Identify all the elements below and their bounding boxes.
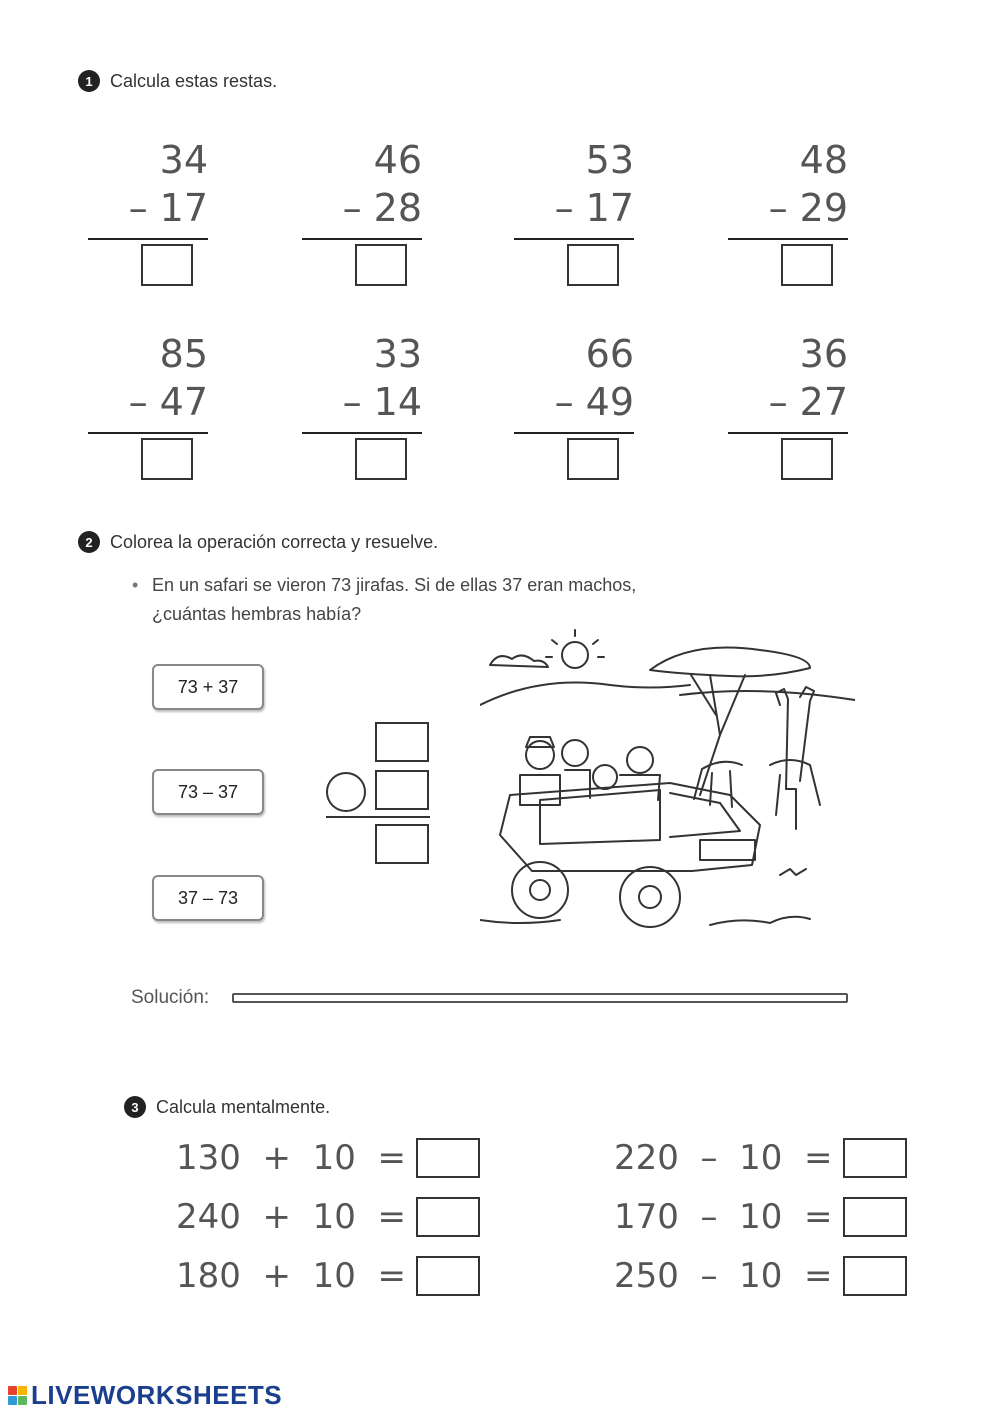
hills bbox=[480, 683, 855, 706]
bullet-icon: • bbox=[132, 575, 139, 595]
minuend: 33 bbox=[373, 332, 422, 376]
subtraction-5 bbox=[88, 330, 208, 426]
subtraction-3 bbox=[514, 136, 634, 232]
sum-line bbox=[88, 432, 208, 434]
logo-cell bbox=[8, 1396, 17, 1405]
minuend: 85 bbox=[159, 332, 208, 376]
sun-icon bbox=[546, 630, 604, 668]
subtrahend: – 29 bbox=[768, 186, 848, 230]
people-icon bbox=[520, 737, 660, 805]
answer-box[interactable] bbox=[141, 438, 193, 480]
subtrahend: – 14 bbox=[342, 380, 422, 424]
logo-cell bbox=[8, 1386, 17, 1395]
problem-line-2: ¿cuántas hembras había? bbox=[152, 604, 362, 624]
sum-line bbox=[514, 238, 634, 240]
subtrahend: – 27 bbox=[768, 380, 848, 424]
expression: 180 + 10 = bbox=[176, 1256, 406, 1296]
expression: 250 – 10 = bbox=[614, 1256, 833, 1296]
sum-line bbox=[728, 238, 848, 240]
mental-calc-2 bbox=[176, 1197, 480, 1237]
sum-line bbox=[514, 432, 634, 434]
section2-title: Colorea la operación correcta y resuelve. bbox=[110, 531, 439, 552]
answer-box[interactable] bbox=[843, 1197, 907, 1237]
answer-box[interactable] bbox=[781, 438, 833, 480]
minuend: 48 bbox=[799, 138, 848, 182]
logo-cell bbox=[18, 1396, 27, 1405]
answer-box[interactable] bbox=[141, 244, 193, 286]
section1-title: Calcula estas restas. bbox=[110, 70, 278, 91]
footer-brand bbox=[8, 1380, 282, 1411]
cloud-icon bbox=[490, 655, 548, 667]
result-box[interactable] bbox=[375, 824, 429, 864]
subtraction-4 bbox=[728, 136, 848, 232]
operand-box-2[interactable] bbox=[375, 770, 429, 810]
section1-number: 1 bbox=[78, 70, 100, 92]
mental-calc-3 bbox=[176, 1256, 480, 1296]
subtraction-7 bbox=[514, 330, 634, 426]
section3-title: Calcula mentalmente. bbox=[156, 1096, 331, 1117]
answer-box[interactable] bbox=[781, 244, 833, 286]
answer-box[interactable] bbox=[843, 1256, 907, 1296]
jeep-icon bbox=[500, 783, 760, 871]
sum-line bbox=[302, 432, 422, 434]
minuend: 53 bbox=[585, 138, 634, 182]
minuend: 66 bbox=[585, 332, 634, 376]
logo-icon bbox=[8, 1386, 27, 1405]
section2-header bbox=[78, 531, 438, 553]
safari-illustration bbox=[480, 625, 855, 945]
giraffe-icon bbox=[770, 687, 820, 829]
sum-line bbox=[302, 238, 422, 240]
mental-calc-5 bbox=[614, 1197, 907, 1237]
solution-input[interactable] bbox=[232, 993, 848, 1003]
sum-line bbox=[728, 432, 848, 434]
expression: 130 + 10 = bbox=[176, 1138, 406, 1178]
answer-box[interactable] bbox=[567, 244, 619, 286]
section2-number: 2 bbox=[78, 531, 100, 553]
mental-calc-1 bbox=[176, 1138, 480, 1178]
answer-box[interactable] bbox=[416, 1138, 480, 1178]
answer-box[interactable] bbox=[416, 1256, 480, 1296]
expression: 240 + 10 = bbox=[176, 1197, 406, 1237]
solution-label: Solución: bbox=[131, 987, 210, 1008]
option-button-3[interactable]: 37 – 73 bbox=[152, 875, 264, 921]
section3-number: 3 bbox=[124, 1096, 146, 1118]
subtrahend: – 17 bbox=[554, 186, 634, 230]
subtrahend: – 28 bbox=[342, 186, 422, 230]
mental-calc-4 bbox=[614, 1138, 907, 1178]
section1-header bbox=[78, 70, 277, 92]
section3-header bbox=[124, 1096, 330, 1118]
option-button-1[interactable]: 73 + 37 bbox=[152, 664, 264, 710]
minuend: 46 bbox=[373, 138, 422, 182]
brand-name: LIVEWORKSHEETS bbox=[31, 1380, 283, 1410]
answer-box[interactable] bbox=[567, 438, 619, 480]
logo-cell bbox=[18, 1386, 27, 1395]
expression: 220 – 10 = bbox=[614, 1138, 833, 1178]
subtrahend: – 49 bbox=[554, 380, 634, 424]
answer-box[interactable] bbox=[355, 438, 407, 480]
operand-box-1[interactable] bbox=[375, 722, 429, 762]
minuend: 34 bbox=[159, 138, 208, 182]
minuend: 36 bbox=[799, 332, 848, 376]
subtraction-1 bbox=[88, 136, 208, 232]
expression: 170 – 10 = bbox=[614, 1197, 833, 1237]
subtraction-2 bbox=[302, 136, 422, 232]
problem-line-1: En un safari se vieron 73 jirafas. Si de ellas 37 eran machos, bbox=[152, 575, 637, 595]
problem-text bbox=[132, 571, 636, 629]
option-button-2[interactable]: 73 – 37 bbox=[152, 769, 264, 815]
sum-line bbox=[88, 238, 208, 240]
subtraction-8 bbox=[728, 330, 848, 426]
answer-box[interactable] bbox=[355, 244, 407, 286]
operator-circle[interactable] bbox=[326, 772, 366, 812]
operation-line bbox=[326, 816, 430, 818]
answer-box[interactable] bbox=[416, 1197, 480, 1237]
subtrahend: – 17 bbox=[128, 186, 208, 230]
subtrahend: – 47 bbox=[128, 380, 208, 424]
answer-box[interactable] bbox=[843, 1138, 907, 1178]
subtraction-6 bbox=[302, 330, 422, 426]
mental-calc-6 bbox=[614, 1256, 907, 1296]
